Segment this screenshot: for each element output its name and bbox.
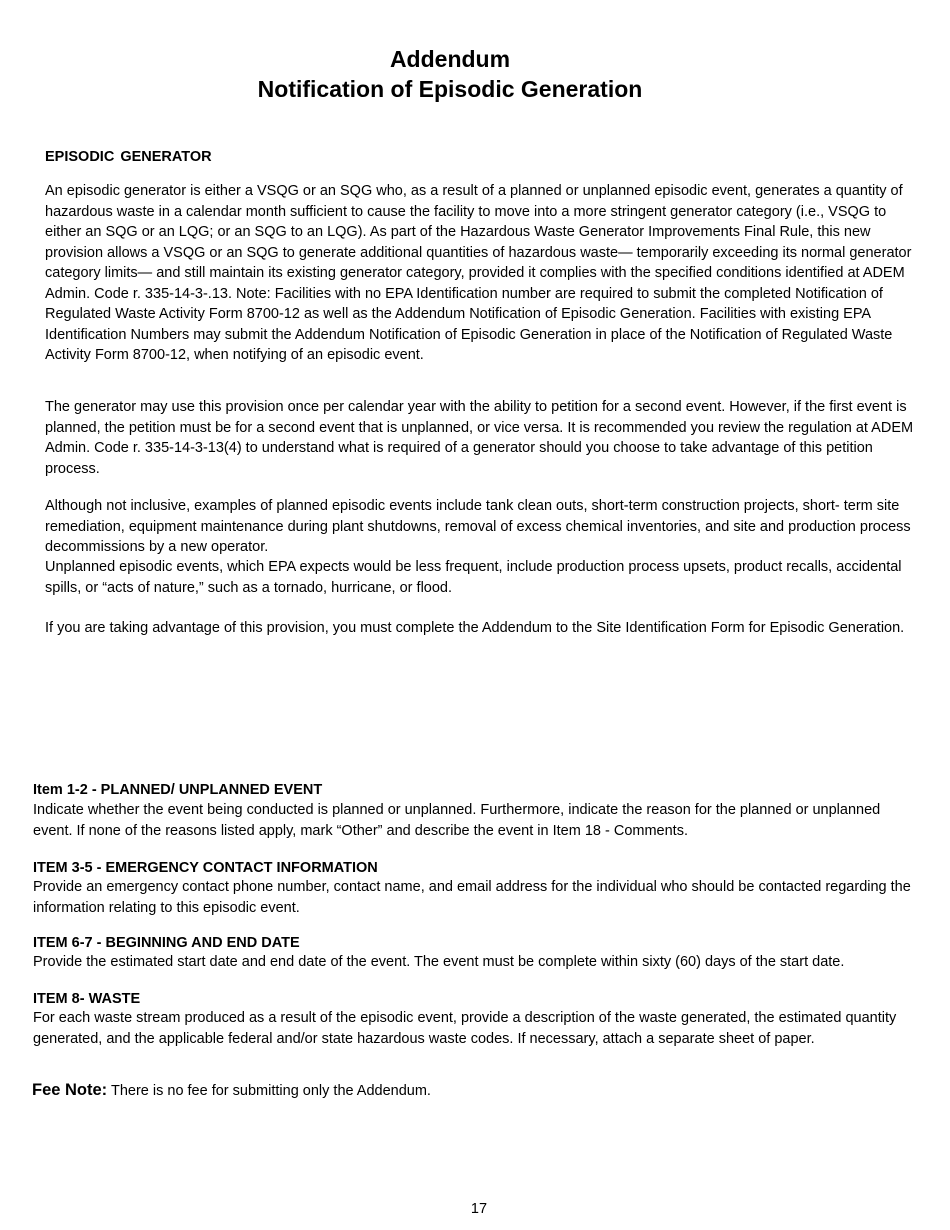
item-text-dates: Provide the estimated start date and end date of the event. The event must be complete within sixty (60) days of the start date. [33, 954, 845, 970]
item-heading-waste: ITEM 8- WASTE [33, 991, 141, 1007]
document-subtitle: Notification of Episodic Generation [257, 76, 643, 102]
item-heading-planned-unplanned: Item 1-2 - PLANNED/ UNPLANNED EVENT [33, 782, 323, 798]
paragraph-planned-examples: Although not inclusive, examples of planned episodic events include tank clean outs, short‐term construction projects, short‐ term site remediation, equipment maintenance during plant shutdowns, removal of excess chemical inventories, and site and production process decommissions by a new operator. [45, 498, 911, 555]
page-number: 17 [470, 1201, 488, 1217]
fee-note-label: Fee Note: [32, 1081, 108, 1099]
document-title: Addendum [389, 46, 511, 72]
fee-note [32, 1079, 431, 1102]
paragraph-unplanned-examples: Unplanned episodic events, which EPA expects would be less frequent, include production process upsets, product recalls, accidental spills, or “acts of nature,” such as a tornado, hurricane, or flood. [45, 559, 902, 596]
fee-note-text: There is no fee for submitting only the Addendum. [110, 1083, 431, 1099]
paragraph-petition: The generator may use this provision once per calendar year with the ability to petition for a second event. However, if the first event is planned, the petition must be for a second event that is unplanned, or vice versa. It is recommended you review the regulation at ADEM Admin. Code r. 335-14-3-13(4) to understand what is required of a generator should you choose to take advantage of this petition process. [45, 399, 914, 477]
paragraph-episodic-definition: An episodic generator is either a VSQG or an SQG who, as a result of a planned or unplanned episodic event, generates a quantity of hazardous waste in a calendar month sufficient to cause the facility to move into a more stringent generator category (i.e., VSQG to either an SQG or an LQG; or an SQG to an LQG). As part of the Hazardous Waste Generator Improvements Final Rule, this new provision allows a VSQG or an SQG to generate additional quantities of hazardous waste— temporarily exceeding its normal generator category limits— and still maintain its existing generator category, provided it complies with the specified conditions identified at ADEM Admin. Code r. 335-14-3-.13. Note: Facilities with no EPA Identification number are required to submit the completed Notification of Regulated Waste Activity Form 8700-12 as well as the Addendum Notification of Episodic Generation. Facilities with existing EPA Identification Numbers may submit the Addendum Notification of Episodic Generation in place of the Notification of Regulated Waste Activity Form 8700-12, when notifying of an episodic event. [45, 183, 912, 363]
item-heading-emergency-contact: ITEM 3-5 - EMERGENCY CONTACT INFORMATION [33, 860, 378, 876]
item-text-waste: For each waste stream produced as a result of the episodic event, provide a description of the waste generated, the estimated quantity generated, and the applicable federal and/or state hazardous waste codes. If necessary, attach a separate sheet of paper. [33, 1010, 897, 1047]
section-heading-episodic-generator: EPISODIC GENERATOR [45, 149, 212, 165]
item-heading-dates: ITEM 6-7 - BEGINNING AND END DATE [33, 935, 300, 951]
paragraph-addendum-requirement: If you are taking advantage of this provision, you must complete the Addendum to the Site Identification Form for Episodic Generation. [45, 620, 905, 636]
item-text-planned-unplanned: Indicate whether the event being conducted is planned or unplanned. Furthermore, indicate the reason for the planned or unplanned event. If none of the reasons listed apply, mark “Other” and describe the event in Item 18 ‐ Comments. [33, 802, 881, 839]
item-text-emergency-contact: Provide an emergency contact phone number, contact name, and email address for the individual who should be contacted regarding the information relating to this episodic event. [33, 879, 911, 916]
